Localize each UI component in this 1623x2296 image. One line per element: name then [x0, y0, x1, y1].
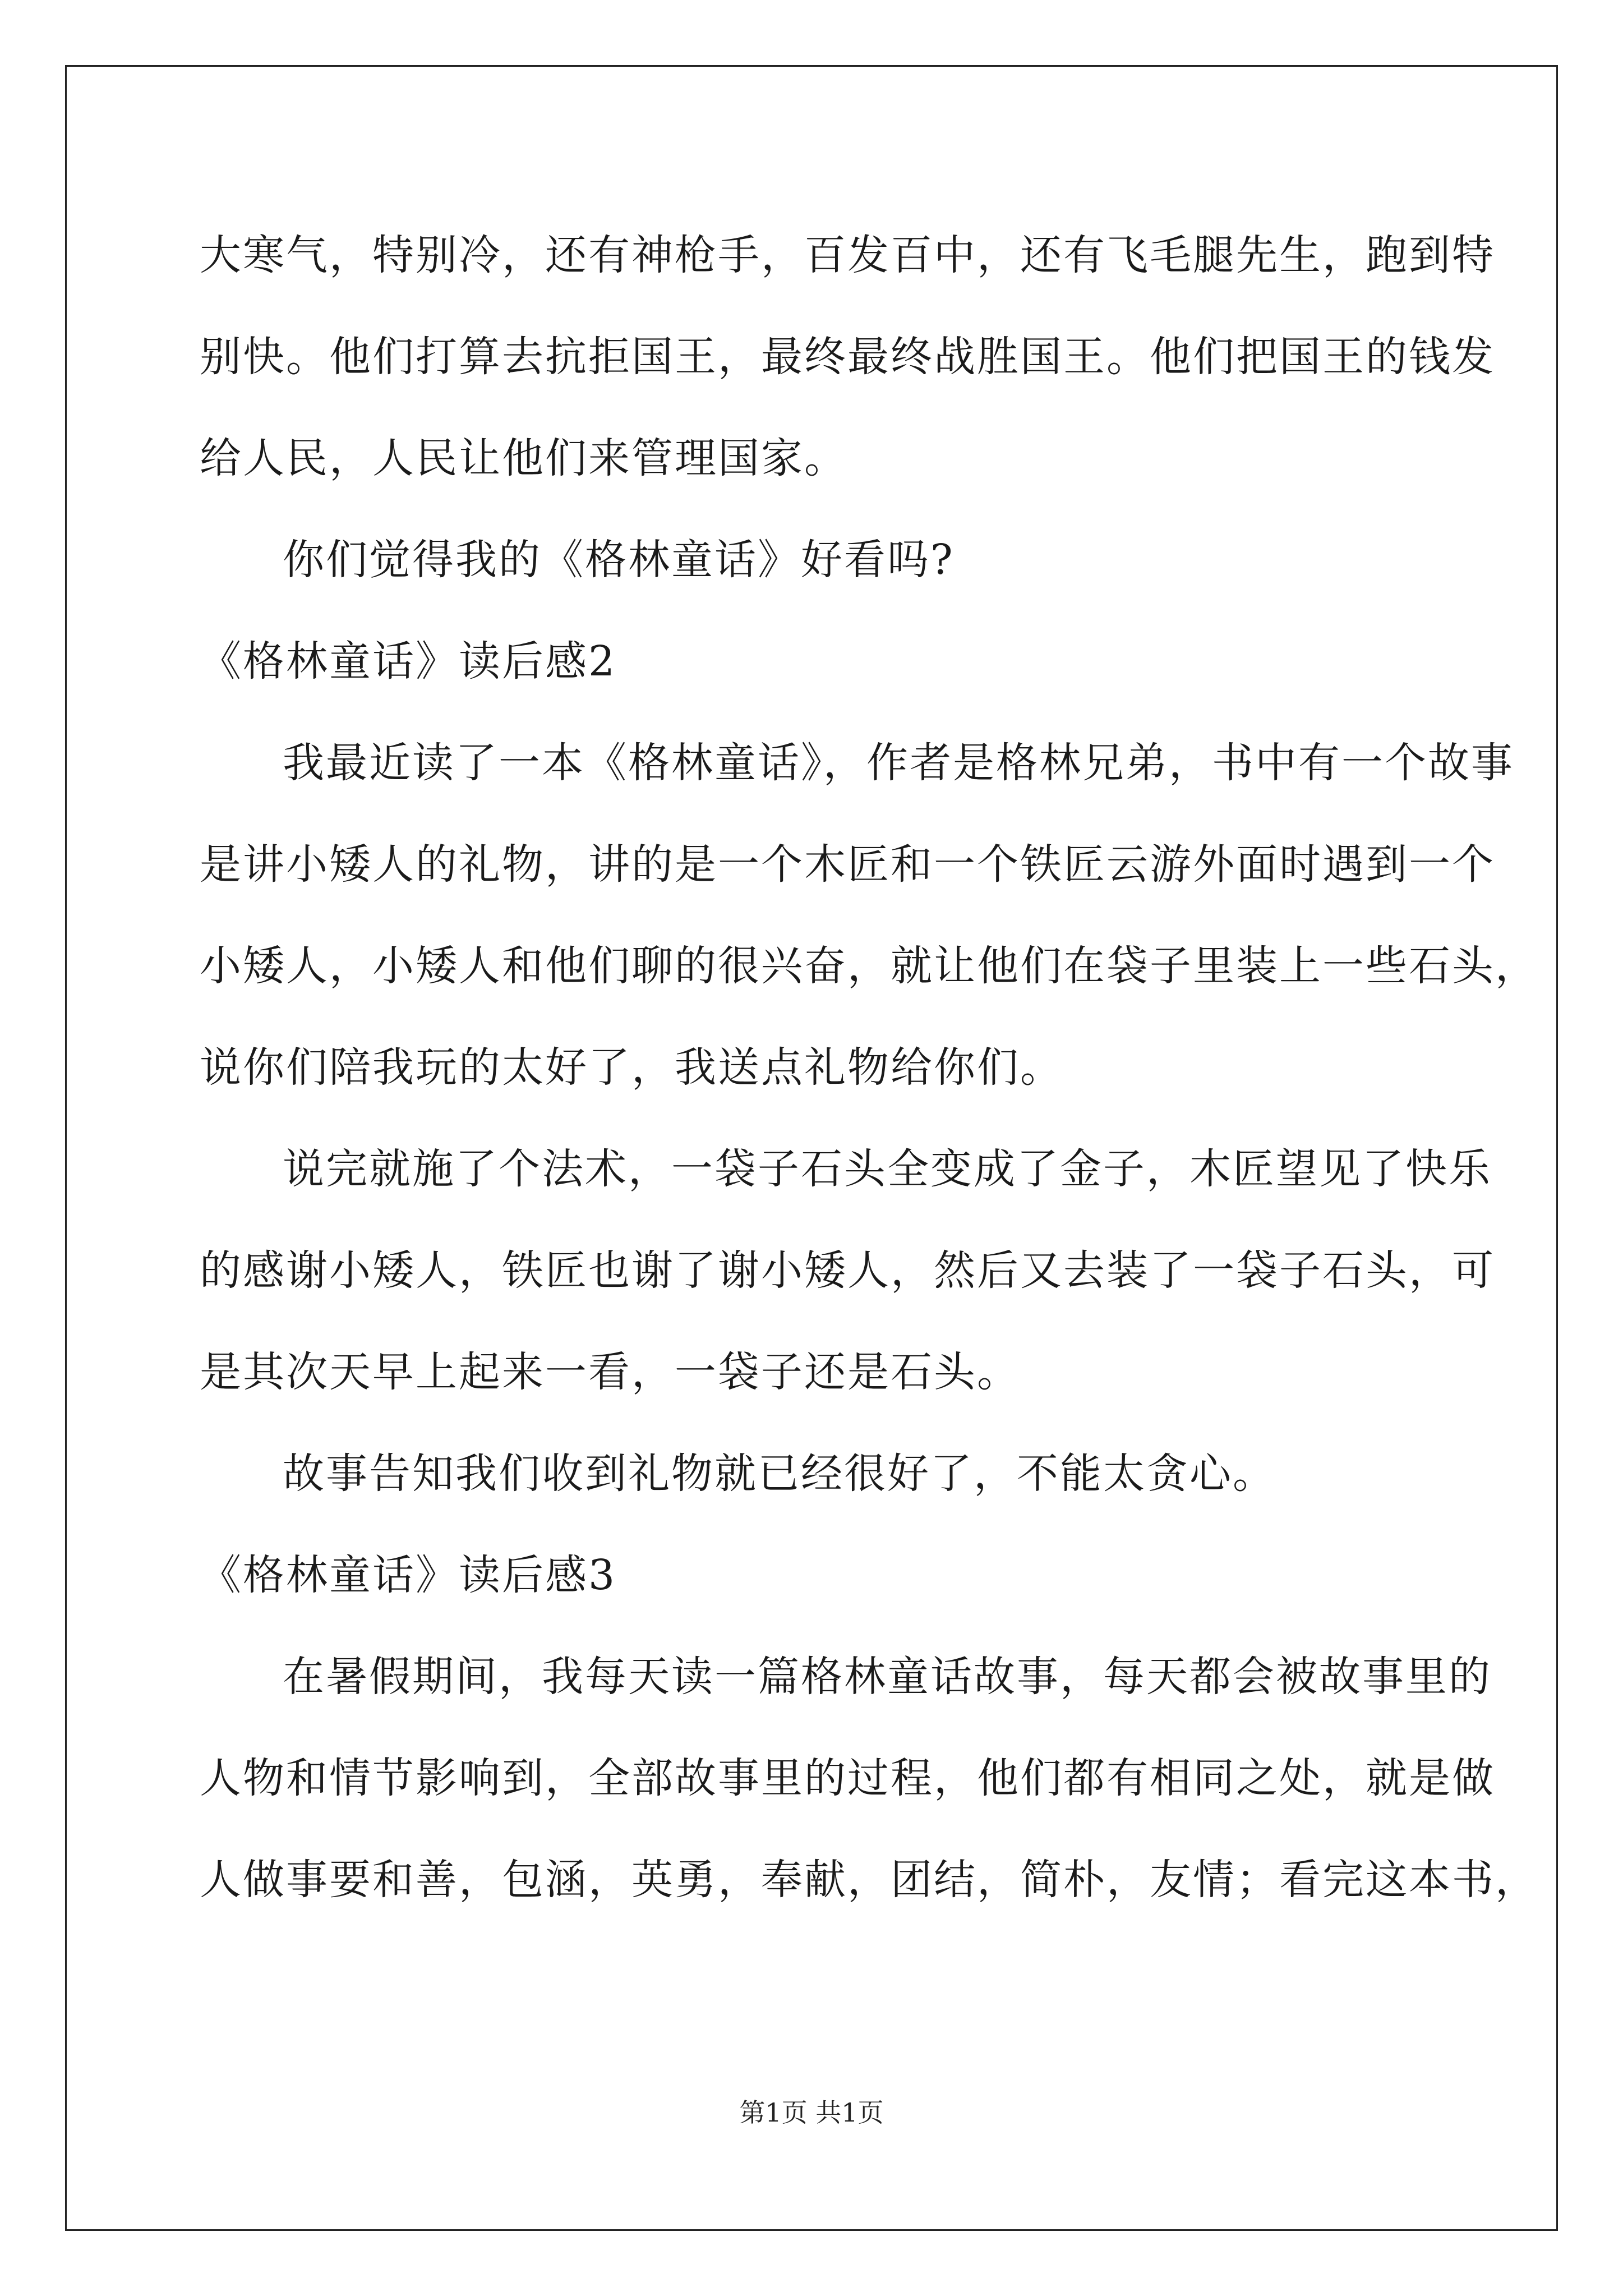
paragraph-start-line: 在暑假期间，我每天读一篇格林童话故事，每天都会被故事里的 [283, 1653, 1492, 1701]
section-heading: 《格林童话》读后感3 [200, 1551, 617, 1599]
section-heading: 《格林童话》读后感2 [200, 637, 617, 685]
document-body [200, 205, 1538, 1931]
text-line: 小矮人，小矮人和他们聊的很兴奋，就让他们在袋子里装上一些石头， [200, 942, 1538, 990]
text-line: 别快。他们打算去抗拒国王，最终最终战胜国王。他们把国王的钱发 [200, 333, 1495, 381]
text-line: 给人民，人民让他们来管理国家。 [200, 434, 847, 482]
paragraph-start-line: 我最近读了一本《格林童话》，作者是格林兄弟，书中有一个故事 [283, 739, 1514, 787]
text-line: 是其次天早上起来一看，一袋子还是石头。 [200, 1348, 1020, 1396]
text-line: 大寒气，特别冷，还有神枪手，百发百中，还有飞毛腿先生，跑到特 [200, 231, 1495, 279]
text-line: 人做事要和善，包涵，英勇，奉献，团结，简朴，友情；看完这本书， [200, 1856, 1538, 1904]
text-line: 人物和情节影响到，全部故事里的过程，他们都有相同之处，就是做 [200, 1754, 1495, 1802]
text-line: 是讲小矮人的礼物，讲的是一个木匠和一个铁匠云游外面时遇到一个 [200, 840, 1495, 889]
paragraph-start-line: 说完就施了个法术，一袋子石头全变成了金子，木匠望见了快乐 [283, 1145, 1492, 1193]
text-line: 的感谢小矮人，铁匠也谢了谢小矮人，然后又去装了一袋子石头，可 [200, 1246, 1495, 1295]
text-line: 说你们陪我玩的太好了，我送点礼物给你们。 [200, 1043, 1063, 1092]
paragraph-start-line: 你们觉得我的《格林童话》好看吗? [283, 536, 955, 584]
page-footer: 第1页 共1页 [739, 2097, 884, 2128]
paragraph-start-line: 故事告知我们收到礼物就已经很好了，不能太贪心。 [283, 1450, 1276, 1498]
